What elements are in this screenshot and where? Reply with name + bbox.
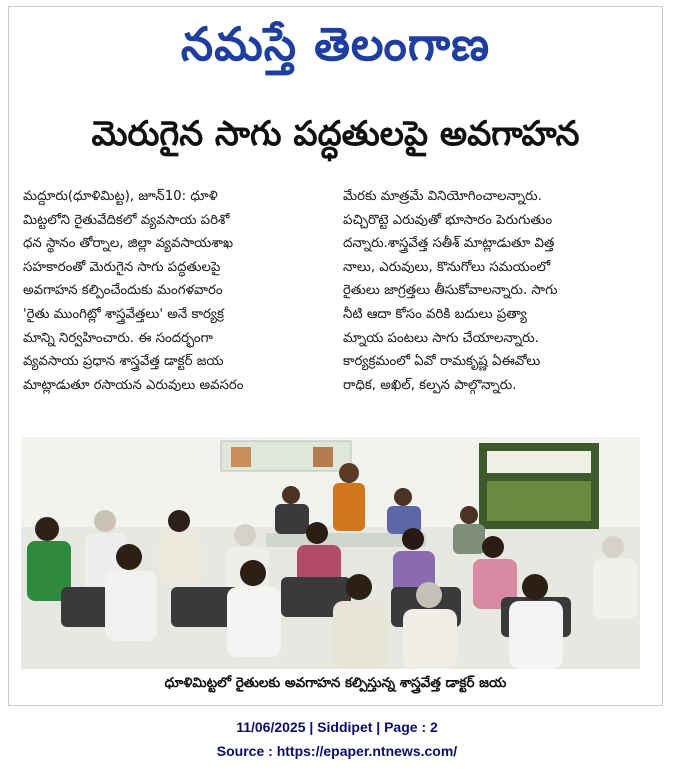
right-line: రైతులు జాగ్రత్తలు తీసుకోవాలన్నారు. సాగు xyxy=(343,283,558,299)
right-line: మేరకు మాత్రమే వినియోగించాలన్నారు. xyxy=(343,189,542,204)
masthead-title: నమస్తే తెలంగాణ xyxy=(180,17,491,71)
left-line: మద్దూరు(ధూళిమిట్ట), జూన్10: ధూళి xyxy=(23,189,218,204)
left-line: మిట్టలోని రైతువేదికలో వ్యవసాయ పరిశో xyxy=(23,212,230,228)
left-line: 'రైతు ముంగిట్లో శాస్త్రవేత్తలు' అనే కార్యక్ర xyxy=(23,306,224,322)
masthead xyxy=(9,7,662,87)
left-line: వ్యవసాయ ప్రధాన శాస్త్రవేత్త డాక్టర్ జయ xyxy=(23,354,224,370)
right-line: రాధిక, అఖిల్, కల్పన పాల్గొన్నారు. xyxy=(343,377,517,393)
left-line: సహకారంతో మెరుగైన సాగు పద్ధతులపై xyxy=(23,259,221,275)
right-line: మ్నాయ పంటలు సాగు చేయాలన్నారు. xyxy=(343,330,539,346)
newspaper-clipping xyxy=(8,6,663,706)
left-line: ధన స్థానం తోర్నాల, జిల్లా వ్యవసాయశాఖ xyxy=(23,236,234,252)
left-line: మాట్లాడుతూ రసాయన ఎరువులు అవసరం xyxy=(23,377,244,393)
right-line: పచ్చిరొట్టె ఎరువుతో భూసారం పెరుగుతుం xyxy=(343,212,553,228)
right-line: కార్యక్రమంలో ఏవో రామకృష్ణ ఏఈవోలు xyxy=(343,354,541,370)
right-line: నాలు, ఎరువులు, కొనుగోలు సమయంలో xyxy=(343,259,551,275)
left-line: అవగాహన కల్పించేందుకు మంగళవారం xyxy=(23,283,223,299)
footer-date-line: 11/06/2025 | Siddipet | Page : 2 xyxy=(236,719,438,735)
article-headline xyxy=(9,99,662,169)
right-line: నీటి ఆదా కోసం వరికి బదులు ప్రత్యా xyxy=(343,306,527,322)
photo-caption: ధూళిమిట్టలో రైతులకు అవగాహన కల్పిస్తున్న శాస్త్రవేత్త డాక్టర్ జయ xyxy=(164,675,507,691)
headline-text: మెరుగైన సాగు పద్ధతులపై అవగాహన xyxy=(91,114,580,154)
article-photo xyxy=(21,437,640,669)
left-line: మాన్ని నిర్వహించారు. ఈ సందర్భంగా xyxy=(23,330,213,346)
meeting-photo-illustration xyxy=(21,437,640,669)
right-line: దన్నారు.శాస్త్రవేత్త సతీశ్ మాట్లాడుతూ విత్త xyxy=(343,236,555,252)
footer-source-line: Source : https://epaper.ntnews.com/ xyxy=(216,743,458,759)
article-right-column xyxy=(343,185,643,397)
article-left-column xyxy=(23,185,323,397)
